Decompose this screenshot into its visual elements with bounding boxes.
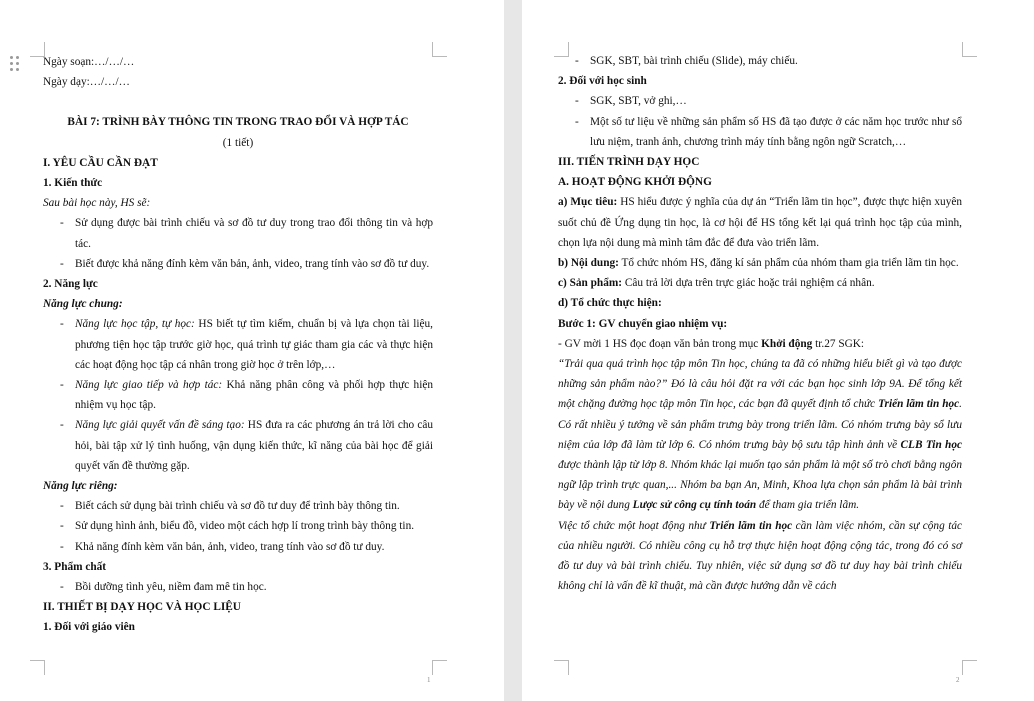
lesson-title: BÀI 7: TRÌNH BÀY THÔNG TIN TRONG TRAO ĐỔI VÀ HỢP TÁC [67,116,409,129]
list-item: - Năng lực học tập, tự học: HS biết tự tìm kiếm, chuẩn bị và lựa chọn tài liệu, phương tiện học tập trước giờ học, quá trình tự giác tham gia các và thực hiện các hoạt động học tập cá nhân trong giờ học ở trên lớp,… [43,314,433,375]
list-item: - SGK, SBT, vở ghi,… [558,91,962,111]
list-item: - Khả năng đính kèm văn bản, ảnh, video, trang tính vào sơ đồ tư duy. [43,537,433,557]
subsection-heading: d) Tổ chức thực hiện: [558,297,662,310]
list-item: - Một số tư liệu về những sản phẩm số HS đã tạo được ở các năm học trước như sổ lưu niệm, tranh ảnh, chương trình máy tính bằng ngôn ngữ Scratch,… [558,112,962,152]
page-number: 1 [427,676,431,684]
section-heading: II. THIẾT BỊ DẠY HỌC VÀ HỌC LIỆU [43,601,241,614]
list-item: - Năng lực giải quyết vấn đề sáng tạo: HS đưa ra các phương án trả lời cho câu hỏi, bài tập xử lý tình huống, vận dụng kiến thức, kĩ năng của bài học để giải quyết vấn đề thường gặp. [43,415,433,476]
crop-mark [432,42,447,57]
label: Năng lực riêng: [43,480,118,493]
subsection-heading: 1. Kiến thức [43,177,103,190]
list-item: - Sử dụng được bài trình chiếu và sơ đồ tư duy trong trao đổi thông tin và hợp tác. [43,213,433,253]
ngay-day: Ngày dạy:…/…/… [43,76,130,89]
paragraph: b) Nội dung: Tổ chức nhóm HS, đăng kí sản phẩm của nhóm tham gia triển lãm tin học. [558,257,959,270]
subsection-heading: 2. Đối với học sinh [558,75,647,88]
lesson-duration: (1 tiết) [222,136,254,149]
list-item: - Biết được khả năng đính kèm văn bản, ảnh, video, trang tính vào sơ đồ tư duy. [43,254,433,274]
section-heading: III. TIẾN TRÌNH DẠY HỌC [558,156,700,169]
quote-paragraph: Việc tổ chức một hoạt động như Triển lãm tin học cần làm việc nhóm, cần sự cộng tác của nhiều người. Có nhiều công cụ hỗ trợ thực hiện hoạt động cộng tác, trong đó có sơ đồ tư duy và bài trình chiếu. Tuy nhiên, việc sử dụng sơ đồ tư duy hay bài trình chiếu không chỉ là vấn đề kĩ thuật, mà cần được hướng dẫn về cách [558,519,962,593]
list-item: - Năng lực giao tiếp và hợp tác: Khả năng phân công và phối hợp thực hiện nhiệm vụ học tập. [43,375,433,415]
crop-mark [554,660,569,675]
drag-handle-icon[interactable] [10,56,22,72]
crop-mark [432,660,447,675]
label: Năng lực chung: [43,298,123,311]
section-heading: A. HOẠT ĐỘNG KHỞI ĐỘNG [558,176,712,189]
crop-mark [30,660,45,675]
list-item: - Bồi dưỡng tình yêu, niềm đam mê tin học. [43,577,433,597]
ngay-soan: Ngày soạn:…/…/… [43,56,135,68]
paragraph: c) Sản phẩm: Câu trả lời dựa trên trực giác hoặc trải nghiệm cá nhân. [558,277,875,290]
section-heading: I. YÊU CẦU CẦN ĐẠT [43,156,158,169]
subsection-heading: 1. Đối với giáo viên [43,621,135,634]
paragraph: - GV mời 1 HS đọc đoạn văn bản trong mục Khởi động tr.27 SGK: [558,337,865,350]
paragraph: a) Mục tiêu: HS hiểu được ý nghĩa của dự án “Triển lãm tin học”, được thực hiện xuyên suốt chủ đề Ứng dụng tin học, là cơ hội để HS tổng kết lại quá trình học tập của mình, chọn lựa nội dung mà mình tâm đắc để đưa vào triển lãm. [558,196,963,249]
step-heading: Bước 1: GV chuyển giao nhiệm vụ: [558,317,728,330]
page-2-body [558,51,962,596]
document-page-1 [0,0,504,701]
subsection-heading: 2. Năng lực [43,278,98,291]
crop-mark [962,42,977,57]
page-1-body [43,52,433,638]
subsection-heading: 3. Phẩm chất [43,560,107,573]
page-number: 2 [956,676,960,684]
crop-mark [962,660,977,675]
quote-paragraph: “Trải qua quá trình học tập môn Tin học, chúng ta đã có những hiểu biết gì và tạo được những sản phẩm nào?” Đó là câu hỏi đặt ra với các bạn học sinh lớp 9A. Để tổng kết một chặng đường học tập môn Tin học, các bạn đã quyết định tổ chức Triển lãm tin học. Có rất nhiều ý tưởng về sản phẩm trưng bày trong triển lãm. Có nhóm trưng bày sổ lưu niệm của lớp đã làm từ lớp 6. Có nhóm trưng bày bộ sưu tập hình ảnh về CLB Tin học được thành lập từ lớp 8. Nhóm khác lại muốn tạo sản phẩm là một số trò chơi bằng ngôn ngữ lập trình trực quan,... Nhóm ba bạn An, Minh, Khoa lựa chọn sản phẩm là bài trình bày về nội dung Lược sử công cụ tính toán để tham gia triển lãm. [558,358,963,512]
list-item: - Sử dụng hình ảnh, biểu đồ, video một cách hợp lí trong trình bày thông tin. [43,516,433,536]
document-page-2 [522,0,1034,701]
list-item: - Biết cách sử dụng bài trình chiếu và sơ đồ tư duy để trình bày thông tin. [43,496,433,516]
list-item: - SGK, SBT, bài trình chiếu (Slide), máy chiếu. [558,51,962,71]
intro-text: Sau bài học này, HS sẽ: [43,197,151,210]
